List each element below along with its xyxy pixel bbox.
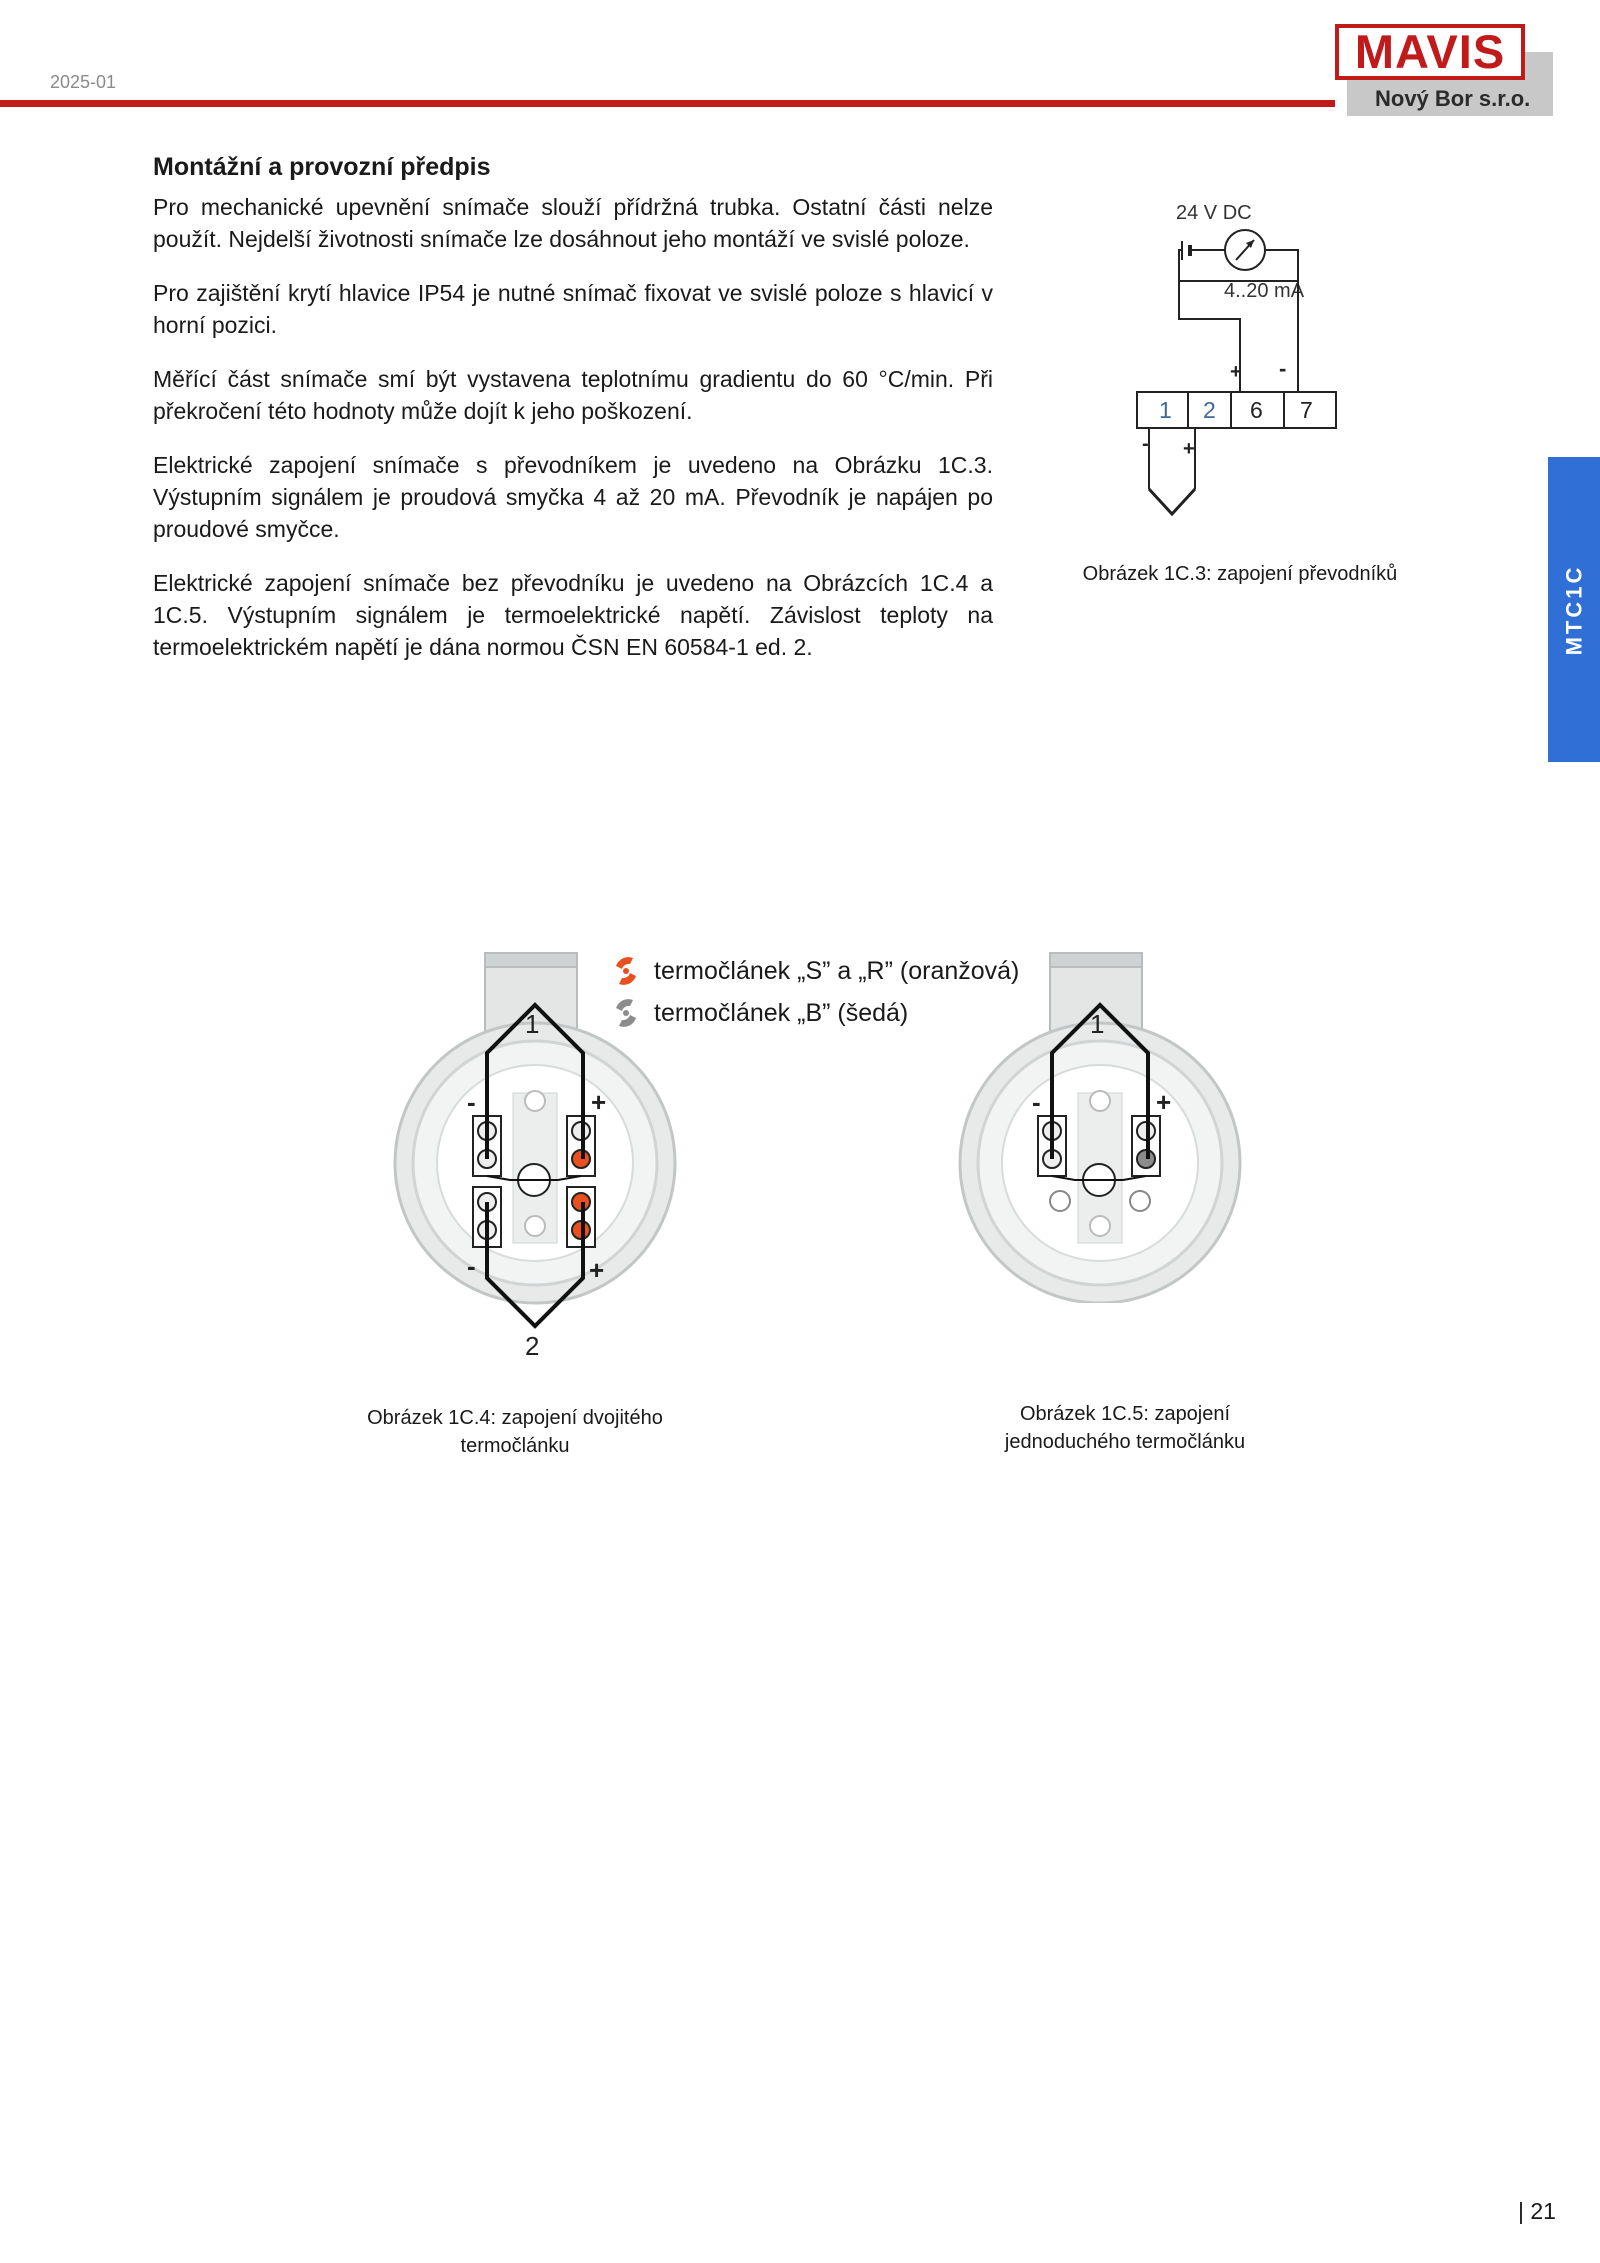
terminal-6-label: 6 bbox=[1250, 397, 1263, 423]
fig5-polarity-minus-top: - bbox=[1032, 1087, 1041, 1117]
section-tab-label: MTC1C bbox=[1561, 564, 1586, 655]
figure-1c3-caption: Obrázek 1C.3: zapojení převodníků bbox=[1082, 563, 1398, 585]
section-heading: Montážní a provozní předpis bbox=[153, 153, 491, 181]
figure-double-thermocouple bbox=[385, 943, 685, 1365]
polarity-plus-2: + bbox=[1183, 438, 1195, 460]
figure-transmitter-wiring bbox=[1120, 196, 1360, 546]
fig5-polarity-plus-top: + bbox=[1156, 1087, 1172, 1117]
logo-subtitle: Nový Bor s.r.o. bbox=[1375, 86, 1531, 111]
polarity-minus-1: - bbox=[1142, 433, 1149, 455]
paragraph-gradient: Měřící část snímače smí být vystavena teplotnímu gradientu do 60 °C/min. Při překročení této hodnoty může dojít k jeho poškození. bbox=[153, 366, 993, 424]
header-rule bbox=[0, 100, 1335, 107]
terminal-2-label: 2 bbox=[1203, 397, 1216, 423]
figure-1c5-caption bbox=[950, 1400, 1300, 1456]
figure-1c4-caption bbox=[340, 1404, 690, 1460]
paragraph-ip54: Pro zajištění krytí hlavice IP54 je nutné snímač fixovat ve svislé poloze s hlavicí v horní pozici. bbox=[153, 280, 993, 338]
supply-voltage-label: 24 V DC bbox=[1176, 202, 1252, 224]
page-number: | 21 bbox=[1518, 2198, 1556, 2224]
paragraph-transmitter: Elektrické zapojení snímače s převodníkem je uvedeno na Obrázku 1C.3. Výstupním signálem je proudová smyčka 4 až 20 mA. Převodník je napájen po proudové smyčce. bbox=[153, 452, 993, 542]
paragraph-no-transmitter: Elektrické zapojení snímače bez převodníku je uvedeno na Obrázcích 1C.4 a 1C.5. Výstupním signálem je termoelektrické napětí. Závislost teploty na termoelektrickém napětí je dána normou ČSN EN 60584-1 ed. 2. bbox=[153, 570, 993, 660]
terminal-7-label: 7 bbox=[1300, 397, 1313, 423]
thermocouple-2-label: 2 bbox=[525, 1331, 540, 1361]
figure-1c5-caption-line2: jednoduchého termočlánku bbox=[1004, 1431, 1246, 1453]
thermocouple-junction-icon bbox=[1149, 489, 1195, 514]
figure-1c5-caption-line1: Obrázek 1C.5: zapojení bbox=[1019, 1403, 1231, 1425]
figure-1c4-caption-line2: termočlánku bbox=[460, 1435, 570, 1457]
thermocouple-1-label: 1 bbox=[525, 1009, 540, 1039]
section-tab-label-wrap bbox=[1548, 457, 1600, 762]
document-date: 2025-01 bbox=[50, 72, 117, 92]
main-content bbox=[153, 153, 993, 685]
polarity-plus-6: + bbox=[1230, 361, 1242, 383]
thermocouple-1-label: 1 bbox=[1090, 1009, 1105, 1039]
fig4-polarity-minus-bottom: - bbox=[467, 1251, 476, 1281]
fig4-polarity-plus-bottom: + bbox=[589, 1255, 605, 1285]
current-range-label: 4..20 mA bbox=[1224, 280, 1305, 302]
legend-label-orange: termočlánek „S” a „R” (oranžová) bbox=[654, 956, 1020, 985]
figure-1c4-caption-line1: Obrázek 1C.4: zapojení dvojitého bbox=[367, 1407, 663, 1429]
polarity-minus-7: - bbox=[1279, 356, 1287, 381]
terminal-1-label: 1 bbox=[1159, 397, 1172, 423]
paragraph-mounting: Pro mechanické upevnění snímače slouží přídržná trubka. Ostatní části nelze použít. Nejdelší životnosti snímače lze dosáhnout jeho montáží ve svislé poloze. bbox=[153, 194, 993, 252]
fig4-polarity-plus-top: + bbox=[591, 1087, 607, 1117]
figure-single-thermocouple bbox=[950, 943, 1250, 1303]
legend-label-gray: termočlánek „B” (šedá) bbox=[654, 998, 909, 1027]
logo-name: MAVIS bbox=[1354, 25, 1506, 78]
company-logo bbox=[1335, 24, 1553, 116]
fig4-polarity-minus-top: - bbox=[467, 1087, 476, 1117]
